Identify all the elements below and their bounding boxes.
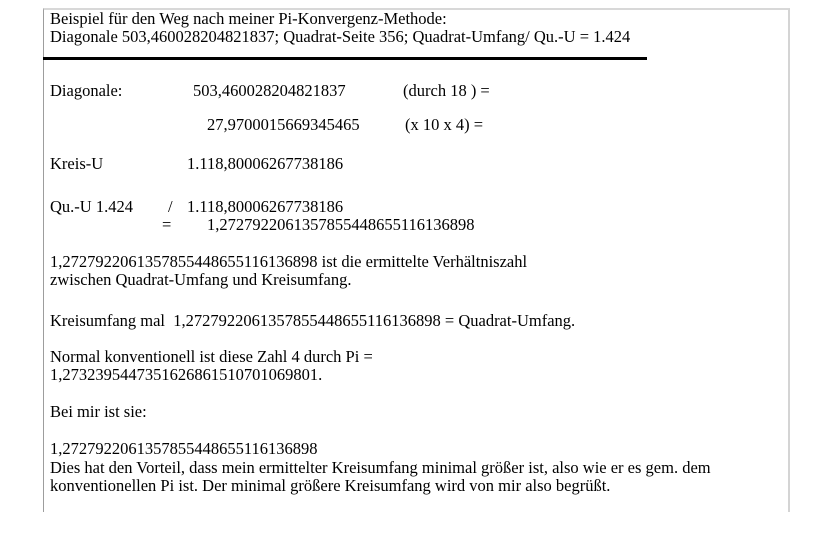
kreis-u-row	[0, 155, 840, 173]
header-values-line: Diagonale 503,460028204821837; Quadrat-Seite 356; Quadrat-Umfang/ Qu.-U = 1.424	[50, 27, 631, 46]
vorteil-line2: konventionellen Pi ist. Der minimal größere Kreisumfang wird von mir also begrüßt.	[50, 476, 611, 495]
kreisumfang-mal-line: Kreisumfang mal 1,2727922061357855448655116136898 = Quadrat-Umfang.	[50, 311, 576, 330]
bei-mir-line: Bei mir ist sie:	[50, 402, 147, 421]
ratio-explanation-line1: 1,2727922061357855448655116136898 ist die ermittelte Verhältniszahl	[50, 252, 528, 271]
step2-value: 27,9700015669345465	[207, 115, 360, 134]
qu-u-divisor: 1.118,80006267738186	[187, 197, 344, 216]
qu-u-label: Qu.-U 1.424	[50, 197, 133, 216]
step2-operation: (x 10 x 4) =	[405, 115, 484, 134]
ratio-explanation-line2: zwischen Quadrat-Umfang und Kreisumfang.	[50, 270, 352, 289]
diagonale-operation: (durch 18 ) =	[403, 81, 490, 100]
step2-row	[0, 116, 840, 134]
konventionell-line2: 1,2732395447351626861510701069801.	[50, 365, 323, 384]
divide-sign: /	[168, 197, 173, 216]
vorteil-line1: Dies hat den Vorteil, dass mein ermittelter Kreisumfang minimal größer ist, also wie er es gem. dem	[50, 458, 711, 477]
diagonale-row	[0, 82, 840, 100]
konventionell-line1: Normal konventionell ist diese Zahl 4 durch Pi =	[50, 347, 373, 366]
kreis-u-value: 1.118,80006267738186	[187, 154, 344, 173]
division-result-row	[0, 216, 840, 234]
divider-line	[43, 57, 647, 60]
ratio-value: 1,2727922061357855448655116136898	[207, 215, 475, 234]
equals-sign: =	[162, 215, 172, 234]
kreis-u-label: Kreis-U	[50, 154, 104, 173]
diagonale-value: 503,460028204821837	[193, 81, 346, 100]
diagonale-label: Diagonale:	[50, 81, 123, 100]
qu-u-division-row	[0, 198, 840, 216]
my-ratio-value-line: 1,2727922061357855448655116136898	[50, 439, 318, 458]
header-title-line: Beispiel für den Weg nach meiner Pi-Konvergenz-Methode:	[50, 9, 447, 28]
